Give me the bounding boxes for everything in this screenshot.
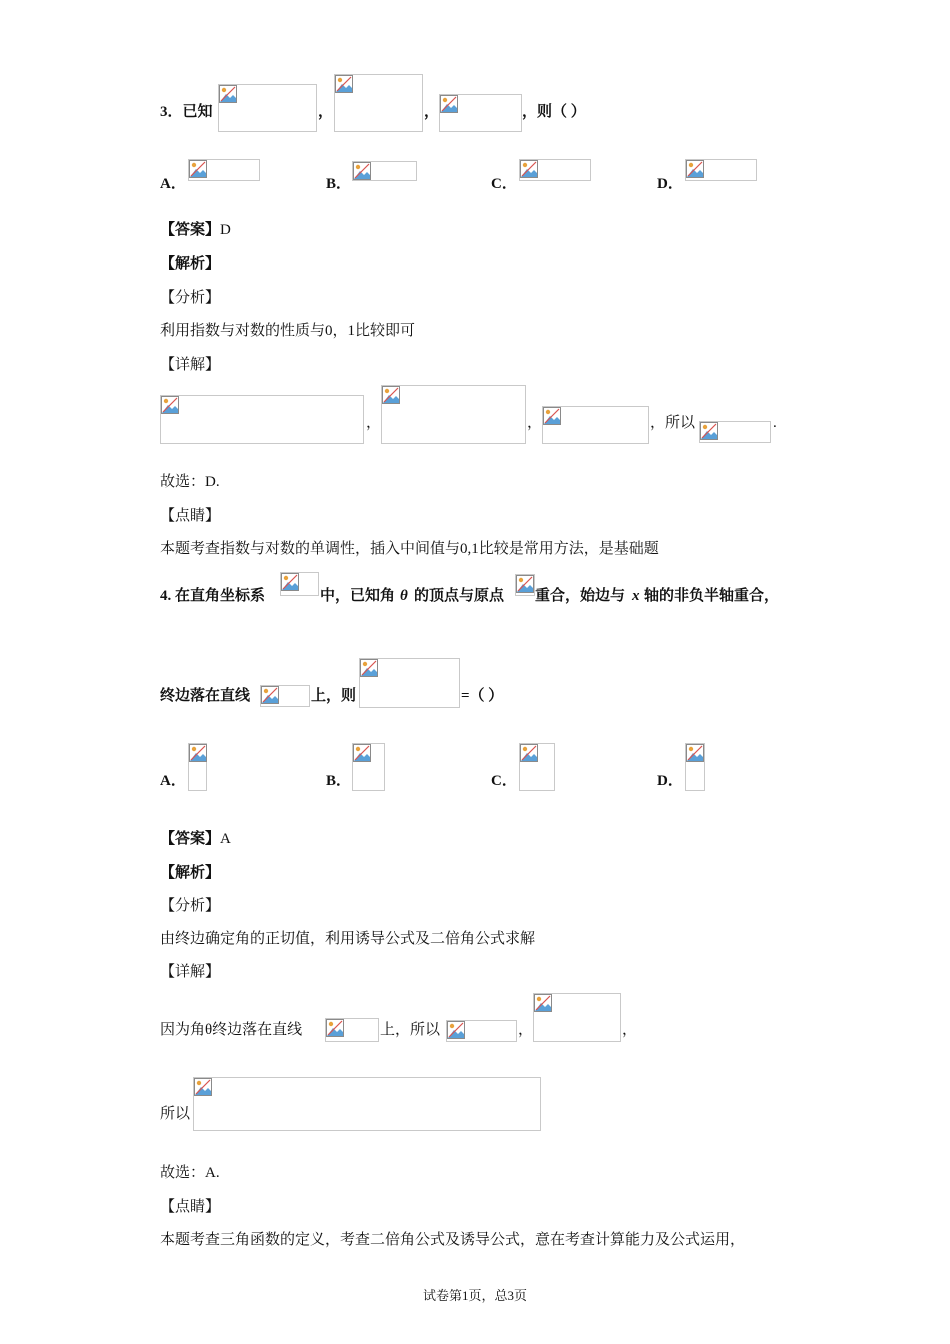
q4-line2-part1: 终边落在直线 xyxy=(160,688,251,704)
q4-dianjing-text: 本题考查三角函数的定义，考查二倍角公式及诱导公式，意在考查计算能力及公式运用， xyxy=(160,1232,746,1248)
q3-fenxi: 【分析】 xyxy=(160,290,221,306)
broken-image-icon xyxy=(281,573,299,591)
q4-option-d-label: D． xyxy=(657,773,683,789)
formula-image xyxy=(446,1020,517,1042)
q3-option-d-image xyxy=(685,159,757,181)
q3-option-c-label: C． xyxy=(491,176,517,192)
q3-detail-sep1: ， xyxy=(366,415,382,431)
q4-stem-part2: 中，已知角 xyxy=(320,588,396,604)
q3-dianjing: 【点睛】 xyxy=(160,508,221,524)
q4-fenxi: 【分析】 xyxy=(160,898,221,914)
q4-detail-end: ， xyxy=(622,1022,638,1038)
broken-image-icon xyxy=(440,95,458,113)
broken-image-icon xyxy=(382,386,400,404)
q4-xiangjie: 【详解】 xyxy=(160,964,221,980)
q4-option-c-image xyxy=(519,743,555,791)
q3-option-a-image xyxy=(188,159,260,181)
q4-option-d-image xyxy=(685,743,705,791)
broken-image-icon xyxy=(516,575,534,593)
formula-image xyxy=(699,421,771,443)
q3-sep2: ， xyxy=(424,104,440,120)
broken-image-icon xyxy=(353,162,371,180)
q4-x-var: x xyxy=(632,588,640,604)
q4-stem-part1: 4. 在直角坐标系 xyxy=(160,588,266,604)
q3-sep1: ， xyxy=(318,104,334,120)
broken-image-icon xyxy=(326,1019,344,1037)
q3-fenxi-text: 利用指数与对数的性质与0，1比较即可 xyxy=(160,323,416,339)
page-footer: 试卷第1页，总3页 xyxy=(422,1288,527,1303)
broken-image-icon xyxy=(534,994,552,1012)
broken-image-icon xyxy=(520,744,538,762)
q3-stem-end: ，则（ ） xyxy=(522,104,586,120)
q4-line2-part2: 上，则 xyxy=(311,688,357,704)
q4-line2-part3: =（ ） xyxy=(461,688,504,704)
broken-image-icon xyxy=(194,1078,212,1096)
broken-image-icon xyxy=(543,407,561,425)
q4-jiexi: 【解析】 xyxy=(160,865,221,881)
broken-image-icon xyxy=(219,85,237,103)
formula-image xyxy=(439,94,522,132)
formula-image xyxy=(280,572,319,596)
q3-jiexi: 【解析】 xyxy=(160,256,221,272)
formula-image xyxy=(533,993,621,1042)
broken-image-icon xyxy=(686,160,704,178)
q4-suoyi: 所以 xyxy=(160,1106,191,1122)
q3-option-c-image xyxy=(519,159,591,181)
q3-detail-sep2: ， xyxy=(527,415,543,431)
q4-option-b-label: B． xyxy=(326,773,352,789)
formula-image xyxy=(260,685,310,707)
q3-option-a-label: A． xyxy=(160,176,186,192)
formula-image xyxy=(334,74,423,132)
broken-image-icon xyxy=(686,744,704,762)
broken-image-icon xyxy=(189,160,207,178)
q3-answer: 【答案】D xyxy=(160,222,231,238)
broken-image-icon xyxy=(335,75,353,93)
broken-image-icon xyxy=(520,160,538,178)
q3-option-b-label: B． xyxy=(326,176,352,192)
formula-image xyxy=(542,406,649,444)
q4-answer: 【答案】A xyxy=(160,831,231,847)
formula-image xyxy=(359,658,460,708)
broken-image-icon xyxy=(353,744,371,762)
broken-image-icon xyxy=(189,744,207,762)
formula-image xyxy=(381,385,526,444)
q3-stem-number: 3．已知 xyxy=(160,104,213,120)
broken-image-icon xyxy=(261,686,279,704)
q4-option-a-label: A． xyxy=(160,773,186,789)
broken-image-icon xyxy=(161,396,179,414)
q4-fenxi-text: 由终边确定角的正切值，利用诱导公式及二倍角公式求解 xyxy=(160,931,536,947)
formula-image xyxy=(515,574,535,596)
formula-image xyxy=(325,1018,379,1042)
q4-stem-part5: 轴的非负半轴重合， xyxy=(644,588,780,604)
q4-theta: θ xyxy=(400,588,408,604)
q4-option-a-image xyxy=(188,743,207,791)
q4-choice: 故选：A. xyxy=(160,1165,220,1181)
broken-image-icon xyxy=(447,1021,465,1039)
q3-detail-end: . xyxy=(773,415,777,431)
q3-choice: 故选：D. xyxy=(160,474,220,490)
formula-image xyxy=(160,395,364,444)
q3-detail-suoyi: ，所以 xyxy=(650,415,696,431)
q4-option-b-image xyxy=(352,743,385,791)
q4-option-c-label: C． xyxy=(491,773,517,789)
q4-detail-part1: 因为角θ终边落在直线 xyxy=(160,1022,303,1038)
q4-detail-part2: 上，所以 xyxy=(380,1022,441,1038)
q4-detail-sep: ， xyxy=(518,1022,534,1038)
q4-stem-part3: 的顶点与原点 xyxy=(414,588,505,604)
broken-image-icon xyxy=(360,659,378,677)
q4-dianjing: 【点睛】 xyxy=(160,1199,221,1215)
formula-image xyxy=(218,84,317,132)
formula-image xyxy=(193,1077,541,1131)
q3-option-b-image xyxy=(352,161,417,181)
broken-image-icon xyxy=(700,422,718,440)
q3-dianjing-text: 本题考查指数与对数的单调性，插入中间值与0,1比较是常用方法，是基础题 xyxy=(160,541,659,557)
q3-xiangjie: 【详解】 xyxy=(160,357,221,373)
q3-option-d-label: D． xyxy=(657,176,683,192)
q4-stem-part4: 重合，始边与 xyxy=(535,588,626,604)
